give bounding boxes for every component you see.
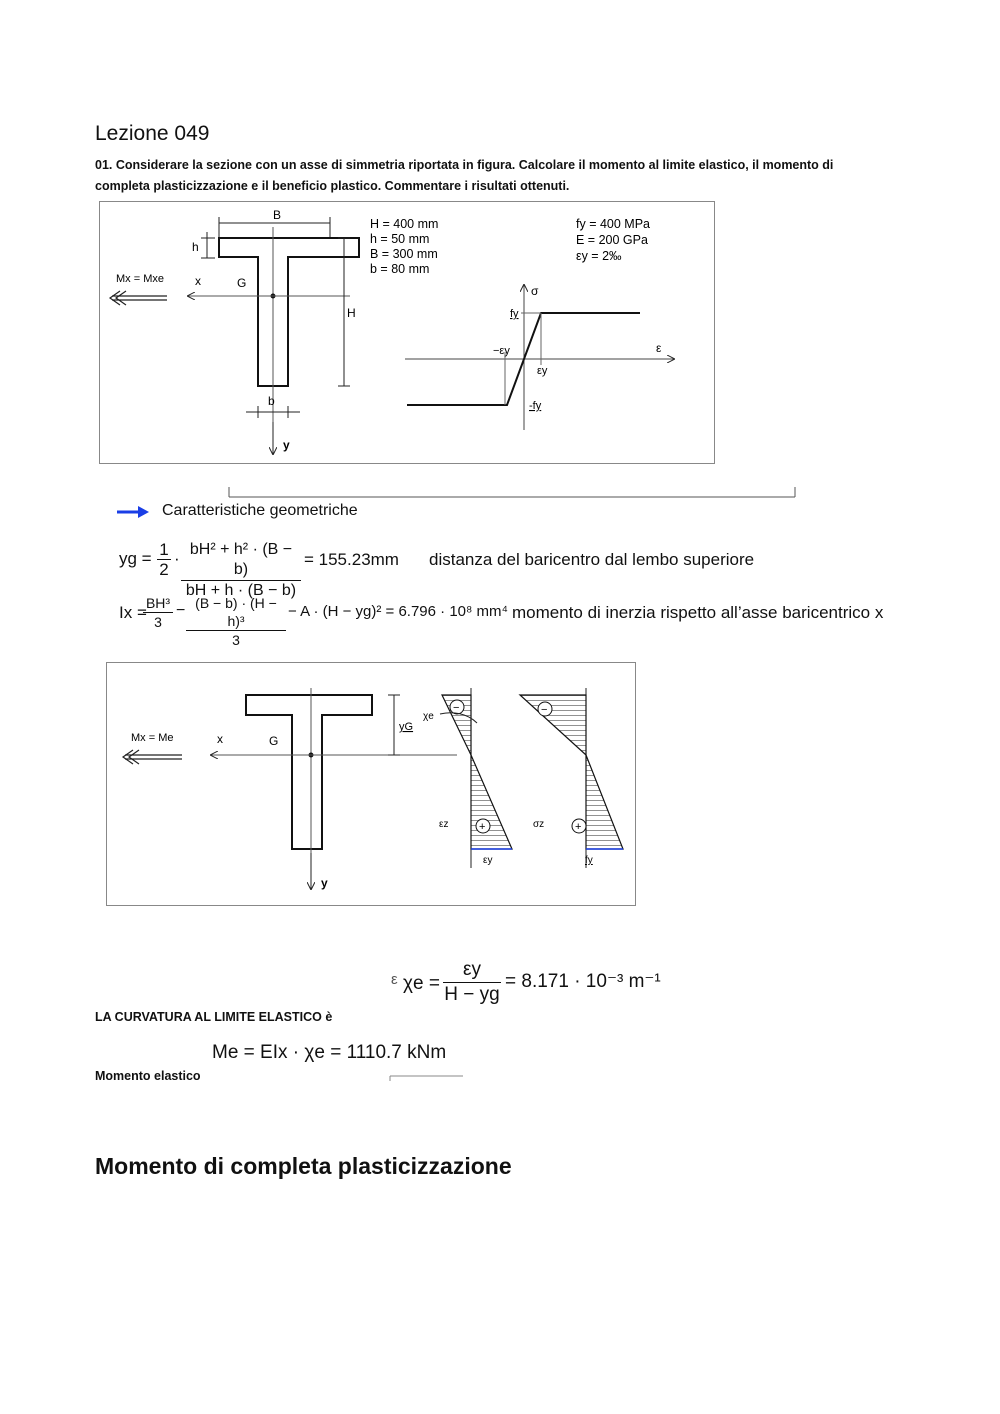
- label-eps-z: εz: [439, 819, 449, 830]
- label-y-2: y: [321, 876, 328, 890]
- moment-label-me: Mx = Me: [131, 732, 174, 744]
- ix-term2-den: 3: [232, 632, 240, 648]
- label-fy-2: fy: [585, 855, 593, 866]
- plastic-moment-heading: Momento di completa plasticizzazione: [95, 1153, 512, 1179]
- label-B: B: [273, 208, 282, 222]
- stress-tension-area: [586, 755, 623, 849]
- ix-term1-num: BH³: [143, 594, 173, 613]
- label-chi-e: χe: [423, 711, 434, 722]
- label-neg-eps-y: −εy: [493, 345, 510, 357]
- geometry-heading: Caratteristiche geometriche: [162, 502, 358, 519]
- curvature-numerator: εy: [443, 958, 501, 983]
- figure-elastic-limit: [106, 662, 636, 906]
- label-fy: fy: [510, 308, 519, 320]
- curvature-prefix: ε: [391, 971, 398, 988]
- curvature-label: LA CURVATURA AL LIMITE ELASTICO è: [95, 1010, 333, 1024]
- yg-fraction: [181, 540, 301, 601]
- ix-term1-den: 3: [154, 614, 162, 630]
- formula-underline: [389, 1074, 465, 1082]
- yg-numerator: bH² + h² · (B − b): [181, 540, 301, 581]
- bracket-line: [225, 484, 800, 500]
- lesson-title: Lezione 049: [95, 122, 210, 145]
- param-H: H = 400 mm: [370, 217, 439, 231]
- strain-plus: +: [479, 821, 486, 833]
- t-section-shape-2: [246, 695, 372, 849]
- label-sigma: σ: [531, 284, 539, 298]
- yg-half: [157, 540, 171, 579]
- t-section-shape: [219, 238, 359, 386]
- stress-minus: −: [541, 704, 548, 716]
- curvature-lhs: χe =: [403, 973, 440, 994]
- yg-description: distanza del baricentro dal lembo superiore: [429, 550, 755, 569]
- elastic-moment-label: Momento elastico: [95, 1069, 201, 1083]
- yg-half-num: 1: [157, 540, 171, 560]
- label-eps-y: εy: [537, 365, 548, 377]
- label-b: b: [268, 394, 275, 408]
- label-G: G: [237, 276, 247, 290]
- yg-symbol: yg =: [119, 549, 152, 568]
- blue-arrow-icon: [116, 504, 152, 520]
- param-b: b = 80 mm: [370, 262, 430, 276]
- ix-description: momento di inerzia rispetto all’asse baricentrico x: [512, 603, 884, 622]
- stress-compression-area: [520, 695, 586, 755]
- curvature-fraction: [443, 958, 501, 1007]
- label-h: h: [192, 240, 199, 254]
- material-eps-y: εy = 2‰: [576, 249, 622, 263]
- label-G-2: G: [269, 734, 279, 748]
- material-fy: fy = 400 MPa: [576, 217, 650, 231]
- ix-term2-num: (B − b) · (H − h)³: [186, 594, 286, 631]
- question-text: [95, 155, 895, 197]
- label-epsilon: ε: [656, 341, 662, 355]
- param-B: B = 300 mm: [370, 247, 438, 261]
- curvature-result: = 8.171 · 10⁻³ m⁻¹: [505, 971, 661, 992]
- ix-term2: [186, 594, 286, 649]
- strain-tension-area: [471, 755, 512, 849]
- curvature-denominator: H − yg: [444, 984, 500, 1005]
- question-line-2: completa plasticizzazione e il beneficio plastico. Commentare i risultati ottenuti.: [95, 179, 570, 193]
- yg-denominator: bH + h · (B − b): [185, 582, 297, 599]
- material-E: E = 200 GPa: [576, 233, 648, 247]
- ix-term1: [143, 594, 173, 631]
- elastic-moment-formula: Me = EIx · χe = 1110.7 kNm: [212, 1042, 447, 1063]
- figure-elastic-limit-drawing: [107, 663, 635, 905]
- label-x-2: x: [217, 732, 223, 746]
- ix-tail: − A · (H − yg)² = 6.796 · 10⁸ mm⁴: [288, 603, 508, 620]
- param-h: h = 50 mm: [370, 232, 430, 246]
- moment-label-mxe: Mx = Mxe: [116, 273, 164, 285]
- label-H: H: [347, 306, 356, 320]
- stress-plus: +: [575, 821, 582, 833]
- figure-t-section-drawing: [100, 202, 714, 463]
- ix-symbol: Ix =: [119, 603, 147, 622]
- figure-t-section: [99, 201, 715, 464]
- label-sigma-z: σz: [533, 819, 545, 830]
- yg-result: = 155.23mm: [304, 550, 399, 569]
- label-eps-y-2: εy: [483, 855, 493, 866]
- label-yG: yG: [399, 721, 414, 733]
- label-x: x: [195, 274, 201, 288]
- label-y: y: [283, 438, 290, 452]
- yg-half-den: 2: [159, 560, 169, 579]
- label-neg-fy: -fy: [529, 400, 542, 412]
- question-line-1: 01. Considerare la sezione con un asse di simmetria riportata in figura. Calcolare il momento al limite elastico, il momento di: [95, 158, 834, 172]
- strain-minus: −: [453, 702, 460, 714]
